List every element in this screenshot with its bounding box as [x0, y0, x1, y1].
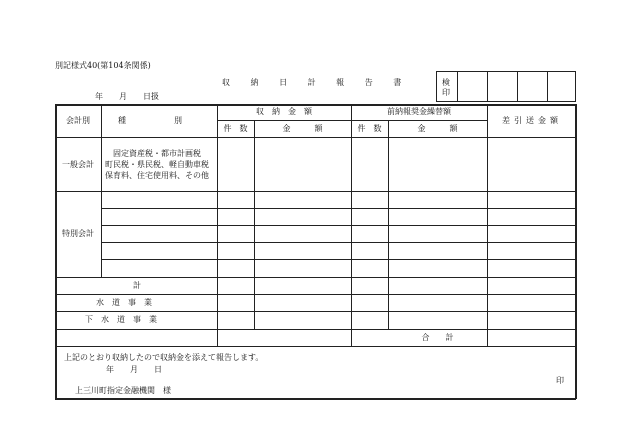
- general-account-label: 一般会計: [62, 160, 94, 169]
- water-business-label: 水 道 事 業: [96, 298, 152, 307]
- document-title: 収 納 日 計 報 告 書: [222, 78, 411, 87]
- report-date: 年 月 日: [106, 365, 162, 374]
- prepaid-amount-header: 金 額: [417, 124, 458, 133]
- grand-total-label: 合 計: [421, 333, 454, 342]
- general-item-property-tax: 固定資産税・都市計画税: [113, 149, 201, 158]
- seal-mark: 印: [556, 376, 564, 385]
- seal-label-2: 印: [442, 88, 450, 97]
- group-receipts: 収 納 金 額: [256, 107, 312, 116]
- prepaid-count-header: 件 数: [357, 124, 382, 133]
- form-reference: 別記様式40(第104条関係): [55, 61, 151, 70]
- receipts-count-header: 件 数: [223, 124, 248, 133]
- receipts-amount-header: 金 額: [282, 124, 323, 133]
- column-balance: 差引送金額: [502, 116, 562, 125]
- subtotal-label: 計: [133, 281, 141, 290]
- group-prepaid: 前納報奨金繰替額: [387, 107, 451, 116]
- column-account: 会計別: [66, 116, 90, 125]
- handling-date: 年 月 日扱: [95, 92, 159, 101]
- column-type: 種 別: [118, 116, 182, 125]
- special-account-label: 特別会計: [62, 229, 94, 238]
- general-item-resident-tax: 町民税・県民税、軽自動車税: [105, 160, 209, 169]
- general-item-fees: 保育料、住宅使用料、その他: [105, 171, 209, 180]
- sewer-business-label: 下 水 道 事 業: [85, 315, 157, 324]
- report-statement: 上記のとおり収納したので収納金を添えて報告します。: [64, 353, 264, 362]
- addressee: 上三川町指定金融機関 様: [75, 386, 171, 395]
- seal-label-1: 検: [442, 78, 450, 87]
